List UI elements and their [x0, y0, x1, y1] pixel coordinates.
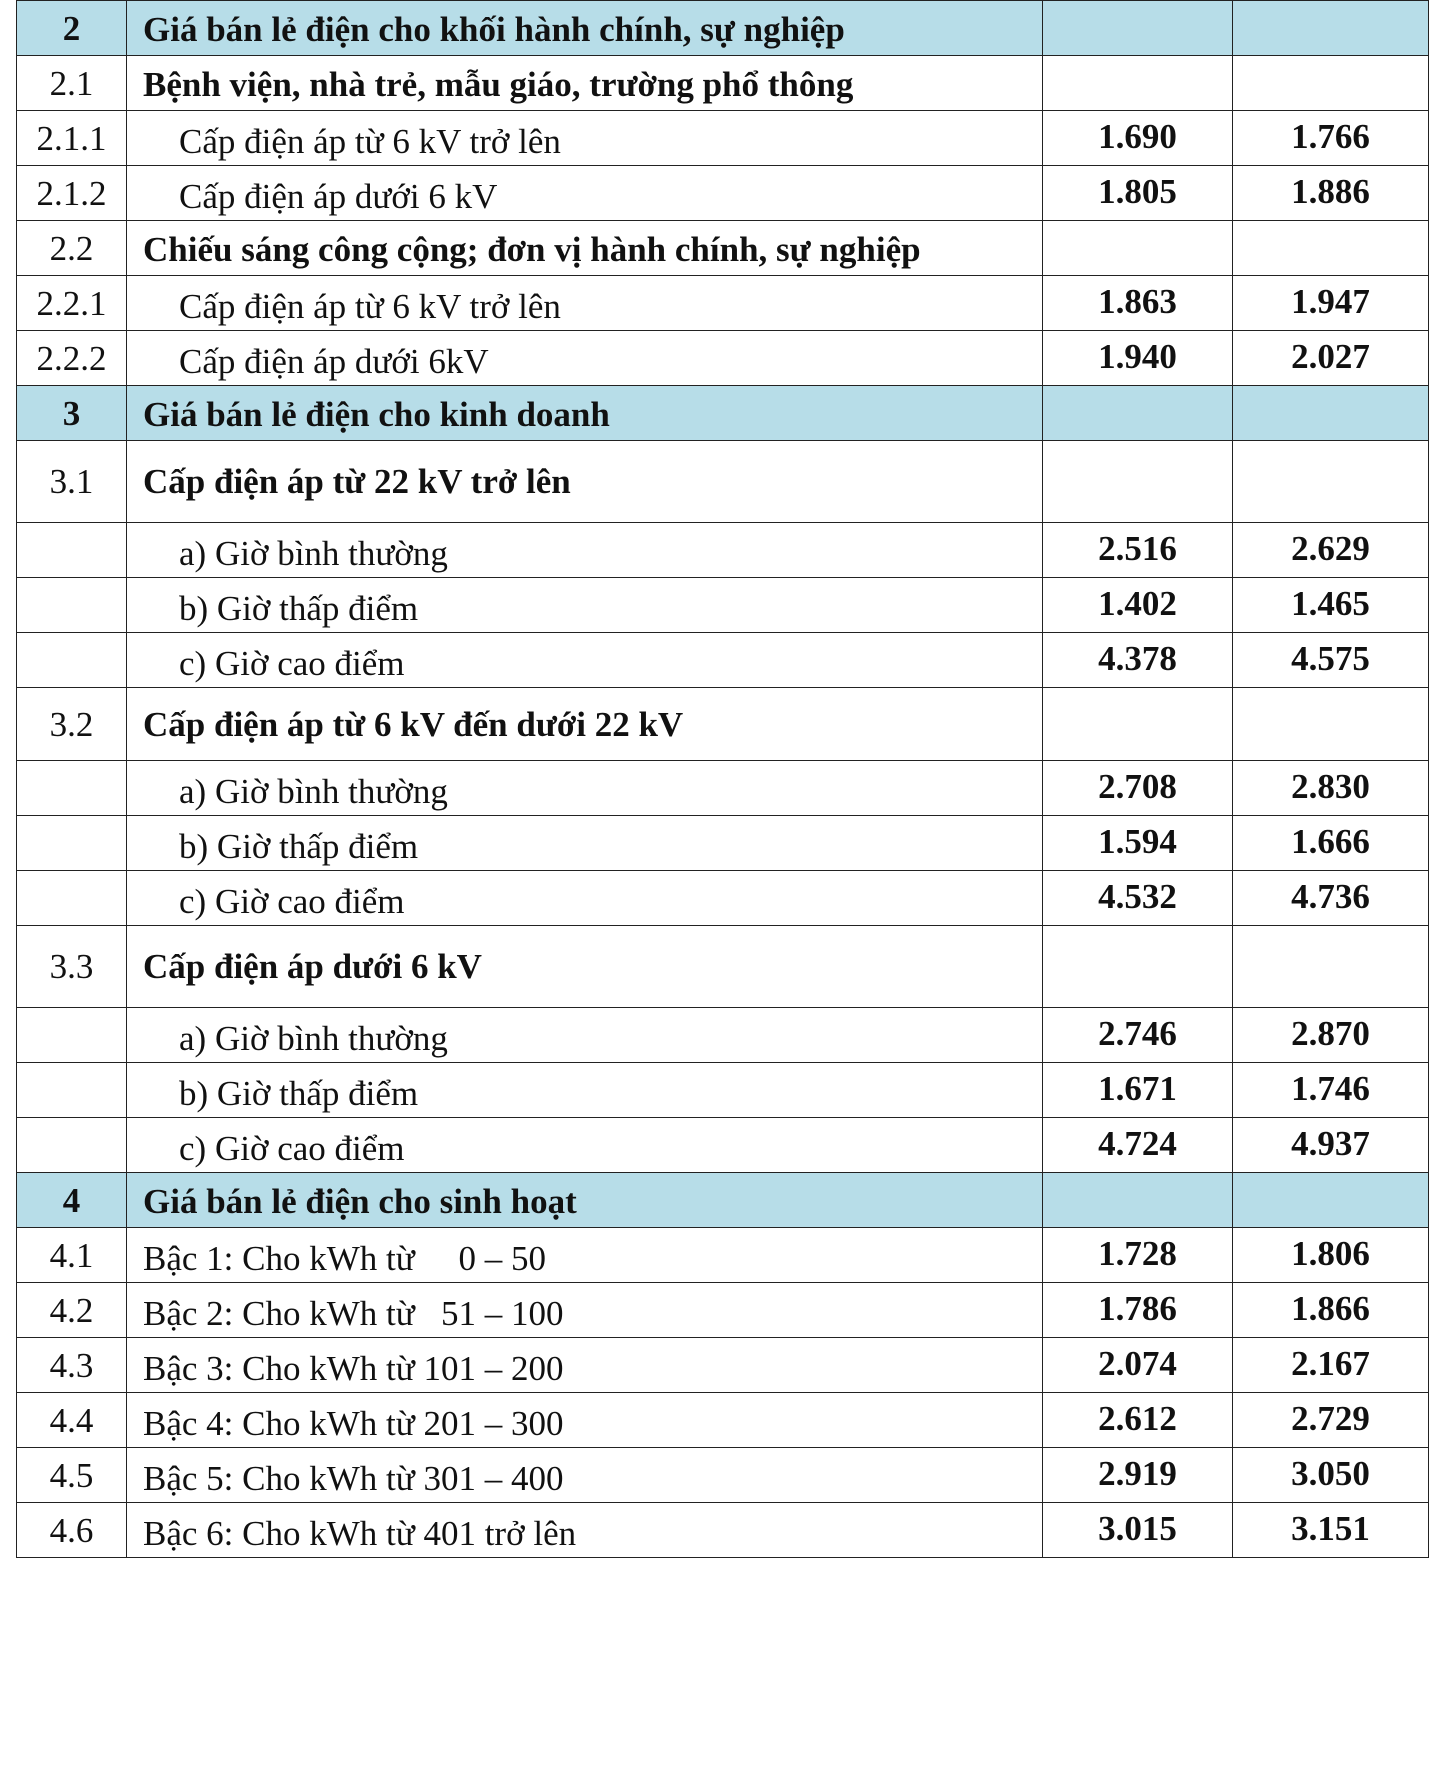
price-cell-2: [1233, 816, 1429, 871]
row-code: 4.1: [17, 1228, 127, 1283]
row-description-cell: [127, 1338, 1043, 1393]
price-value-1: 1.690: [1098, 117, 1177, 156]
price-value-1: 1.863: [1098, 282, 1177, 321]
price-value-1: [1043, 441, 1232, 449]
table-row: [17, 1283, 1429, 1338]
price-value-1: [1043, 386, 1232, 394]
price-value-2: 3.050: [1291, 1454, 1370, 1493]
row-code: 3: [17, 386, 127, 441]
row-description: Cấp điện áp từ 6 kV trở lên: [179, 121, 561, 161]
row-description-cell: [127, 221, 1043, 276]
row-description-cell: [127, 1448, 1043, 1503]
row-code: 4.2: [17, 1283, 127, 1338]
price-cell-2: [1233, 1283, 1429, 1338]
price-cell-1: [1043, 1173, 1233, 1228]
subsection-row: [17, 926, 1429, 1008]
row-description: Cấp điện áp dưới 6 kV: [143, 947, 482, 986]
price-cell-1: [1043, 871, 1233, 926]
table-row: [17, 331, 1429, 386]
row-description-cell: [127, 331, 1043, 386]
row-description-cell: [127, 871, 1043, 926]
price-value-2: 1.866: [1291, 1289, 1370, 1328]
price-value-1: 1.940: [1098, 337, 1177, 376]
price-cell-1: [1043, 1118, 1233, 1173]
row-description-cell: [127, 276, 1043, 331]
price-value-2: [1233, 441, 1428, 449]
row-code: [17, 578, 127, 633]
section-row: [17, 386, 1429, 441]
price-cell-2: [1233, 221, 1429, 276]
table-row: [17, 111, 1429, 166]
price-cell-1: [1043, 926, 1233, 1008]
price-cell-1: [1043, 331, 1233, 386]
price-cell-1: [1043, 166, 1233, 221]
row-code: 2.2: [17, 221, 127, 276]
price-cell-2: [1233, 1338, 1429, 1393]
price-cell-2: [1233, 1228, 1429, 1283]
price-table: [16, 0, 1429, 1558]
price-value-1: 4.532: [1098, 877, 1177, 916]
price-value-2: 4.736: [1291, 877, 1370, 916]
row-description: a) Giờ bình thường: [179, 771, 448, 811]
price-cell-2: [1233, 441, 1429, 523]
price-cell-1: [1043, 441, 1233, 523]
row-description-cell: [127, 1283, 1043, 1338]
price-cell-1: [1043, 633, 1233, 688]
price-cell-2: [1233, 1008, 1429, 1063]
row-description: b) Giờ thấp điểm: [179, 826, 419, 866]
price-cell-2: [1233, 1, 1429, 56]
price-value-2: [1233, 1, 1428, 9]
row-description: a) Giờ bình thường: [179, 1018, 448, 1058]
table-row: [17, 1118, 1429, 1173]
price-cell-1: [1043, 1503, 1233, 1558]
price-cell-1: [1043, 276, 1233, 331]
row-description-cell: [127, 1228, 1043, 1283]
price-value-1: [1043, 1173, 1232, 1181]
price-cell-1: [1043, 761, 1233, 816]
row-description: Giá bán lẻ điện cho sinh hoạt: [143, 1181, 577, 1221]
subsection-row: [17, 441, 1429, 523]
row-code: [17, 1063, 127, 1118]
price-cell-1: [1043, 1338, 1233, 1393]
row-description: c) Giờ cao điểm: [179, 1128, 405, 1168]
table-row: [17, 871, 1429, 926]
price-cell-1: [1043, 1393, 1233, 1448]
row-description: Bậc 6: Cho kWh từ 401 trở lên: [143, 1513, 577, 1553]
row-code: [17, 871, 127, 926]
price-cell-1: [1043, 1, 1233, 56]
price-cell-2: [1233, 1063, 1429, 1118]
row-description-cell: [127, 688, 1043, 761]
row-description-cell: [127, 1118, 1043, 1173]
price-cell-1: [1043, 523, 1233, 578]
table-row: [17, 1448, 1429, 1503]
price-value-2: 2.629: [1291, 529, 1370, 568]
price-cell-1: [1043, 56, 1233, 111]
price-cell-2: [1233, 1173, 1429, 1228]
row-description: Bậc 5: Cho kWh từ 301 – 400: [143, 1458, 564, 1498]
price-value-2: 2.729: [1291, 1399, 1370, 1438]
row-code: 3.2: [17, 688, 127, 761]
table-row: [17, 1338, 1429, 1393]
table-row: [17, 1393, 1429, 1448]
price-cell-1: [1043, 386, 1233, 441]
price-value-2: [1233, 56, 1428, 64]
price-value-1: [1043, 688, 1232, 696]
price-cell-2: [1233, 1393, 1429, 1448]
price-value-1: 2.708: [1098, 767, 1177, 806]
row-description-cell: [127, 761, 1043, 816]
price-cell-2: [1233, 276, 1429, 331]
subsection-row: [17, 56, 1429, 111]
price-cell-1: [1043, 816, 1233, 871]
row-description-cell: [127, 166, 1043, 221]
price-cell-2: [1233, 111, 1429, 166]
price-value-2: 2.167: [1291, 1344, 1370, 1383]
section-row: [17, 1, 1429, 56]
row-code: 4.4: [17, 1393, 127, 1448]
row-description-cell: [127, 633, 1043, 688]
row-description: Cấp điện áp từ 6 kV trở lên: [179, 286, 561, 326]
price-value-2: 2.870: [1291, 1014, 1370, 1053]
price-value-2: 1.947: [1291, 282, 1370, 321]
price-cell-2: [1233, 761, 1429, 816]
table-row: [17, 1008, 1429, 1063]
price-value-2: 1.806: [1291, 1234, 1370, 1273]
price-cell-1: [1043, 1063, 1233, 1118]
row-description-cell: [127, 56, 1043, 111]
row-code: 4.3: [17, 1338, 127, 1393]
row-description-cell: [127, 1, 1043, 56]
table-row: [17, 578, 1429, 633]
row-description: Cấp điện áp từ 22 kV trở lên: [143, 462, 571, 501]
price-value-1: 2.074: [1098, 1344, 1177, 1383]
price-value-1: 3.015: [1098, 1509, 1177, 1548]
price-cell-1: [1043, 1283, 1233, 1338]
row-description-cell: [127, 1503, 1043, 1558]
row-description: Bậc 4: Cho kWh từ 201 – 300: [143, 1403, 564, 1443]
row-code: 2.2.1: [17, 276, 127, 331]
row-description-cell: [127, 1008, 1043, 1063]
price-value-1: 4.378: [1098, 639, 1177, 678]
price-value-2: 1.465: [1291, 584, 1370, 623]
price-value-2: 1.766: [1291, 117, 1370, 156]
row-code: 3.3: [17, 926, 127, 1008]
table-row: [17, 276, 1429, 331]
row-description-cell: [127, 386, 1043, 441]
row-code: [17, 1118, 127, 1173]
row-description-cell: [127, 926, 1043, 1008]
price-cell-2: [1233, 523, 1429, 578]
price-value-2: [1233, 1173, 1428, 1181]
price-cell-2: [1233, 926, 1429, 1008]
price-cell-2: [1233, 1448, 1429, 1503]
price-value-1: 2.919: [1098, 1454, 1177, 1493]
price-value-2: [1233, 221, 1428, 229]
row-description-cell: [127, 816, 1043, 871]
price-cell-2: [1233, 633, 1429, 688]
subsection-row: [17, 221, 1429, 276]
price-value-2: 1.886: [1291, 172, 1370, 211]
price-value-2: 1.746: [1291, 1069, 1370, 1108]
row-code: 2.2.2: [17, 331, 127, 386]
price-cell-2: [1233, 1503, 1429, 1558]
row-code: 2.1.2: [17, 166, 127, 221]
price-value-1: [1043, 56, 1232, 64]
price-value-1: 1.402: [1098, 584, 1177, 623]
row-code: 2.1.1: [17, 111, 127, 166]
price-cell-2: [1233, 386, 1429, 441]
row-code: 2.1: [17, 56, 127, 111]
row-description: Cấp điện áp dưới 6kV: [179, 341, 489, 381]
price-cell-2: [1233, 1118, 1429, 1173]
price-value-2: 1.666: [1291, 822, 1370, 861]
price-value-2: 4.937: [1291, 1124, 1370, 1163]
price-value-2: 4.575: [1291, 639, 1370, 678]
price-value-1: [1043, 926, 1232, 934]
price-value-2: [1233, 386, 1428, 394]
row-code: 2: [17, 1, 127, 56]
price-value-1: 1.594: [1098, 822, 1177, 861]
row-description-cell: [127, 1063, 1043, 1118]
price-value-1: [1043, 1, 1232, 9]
row-code: 4: [17, 1173, 127, 1228]
row-code: [17, 816, 127, 871]
price-cell-2: [1233, 56, 1429, 111]
row-description: a) Giờ bình thường: [179, 533, 448, 573]
row-description: Bậc 2: Cho kWh từ 51 – 100: [143, 1293, 564, 1333]
price-cell-1: [1043, 111, 1233, 166]
price-cell-2: [1233, 166, 1429, 221]
price-cell-2: [1233, 688, 1429, 761]
price-value-1: 2.516: [1098, 529, 1177, 568]
price-value-1: 1.671: [1098, 1069, 1177, 1108]
price-cell-2: [1233, 331, 1429, 386]
price-cell-2: [1233, 578, 1429, 633]
row-description: Bậc 1: Cho kWh từ 0 – 50: [143, 1238, 546, 1278]
price-cell-1: [1043, 1228, 1233, 1283]
price-cell-1: [1043, 1448, 1233, 1503]
price-value-1: 1.805: [1098, 172, 1177, 211]
row-description: Bậc 3: Cho kWh từ 101 – 200: [143, 1348, 564, 1388]
price-value-1: 2.612: [1098, 1399, 1177, 1438]
row-description: Bệnh viện, nhà trẻ, mẫu giáo, trường phổ thông: [143, 64, 854, 104]
table-row: [17, 816, 1429, 871]
section-row: [17, 1173, 1429, 1228]
price-value-1: 4.724: [1098, 1124, 1177, 1163]
row-description: c) Giờ cao điểm: [179, 643, 405, 683]
row-description-cell: [127, 1173, 1043, 1228]
row-description: c) Giờ cao điểm: [179, 881, 405, 921]
row-description: b) Giờ thấp điểm: [179, 588, 419, 628]
price-cell-1: [1043, 688, 1233, 761]
table-row: [17, 1228, 1429, 1283]
table-row: [17, 166, 1429, 221]
price-value-2: [1233, 926, 1428, 934]
row-code: [17, 633, 127, 688]
row-description: Cấp điện áp dưới 6 kV: [179, 176, 498, 216]
price-cell-1: [1043, 1008, 1233, 1063]
row-code: 4.5: [17, 1448, 127, 1503]
table-row: [17, 1503, 1429, 1558]
row-description: Giá bán lẻ điện cho khối hành chính, sự nghiệp: [143, 9, 845, 49]
table-row: [17, 1063, 1429, 1118]
row-description: b) Giờ thấp điểm: [179, 1073, 419, 1113]
row-description: Cấp điện áp từ 6 kV đến dưới 22 kV: [143, 704, 684, 744]
row-description-cell: [127, 1393, 1043, 1448]
price-value-2: [1233, 688, 1428, 696]
price-cell-1: [1043, 578, 1233, 633]
price-value-2: 2.830: [1291, 767, 1370, 806]
price-value-1: 2.746: [1098, 1014, 1177, 1053]
row-description-cell: [127, 441, 1043, 523]
row-code: 3.1: [17, 441, 127, 523]
row-description: Giá bán lẻ điện cho kinh doanh: [143, 394, 610, 434]
price-value-2: 2.027: [1291, 337, 1370, 376]
price-table-body: [17, 1, 1429, 1558]
table-row: [17, 523, 1429, 578]
price-value-1: 1.728: [1098, 1234, 1177, 1273]
row-description-cell: [127, 578, 1043, 633]
row-code: [17, 523, 127, 578]
price-value-1: 1.786: [1098, 1289, 1177, 1328]
subsection-row: [17, 688, 1429, 761]
row-description-cell: [127, 111, 1043, 166]
table-row: [17, 633, 1429, 688]
price-value-1: [1043, 221, 1232, 229]
row-code: 4.6: [17, 1503, 127, 1558]
row-description-cell: [127, 523, 1043, 578]
table-row: [17, 761, 1429, 816]
price-cell-2: [1233, 871, 1429, 926]
price-cell-1: [1043, 221, 1233, 276]
row-code: [17, 1008, 127, 1063]
row-description: Chiếu sáng công cộng; đơn vị hành chính, sự nghiệp: [143, 229, 921, 269]
price-value-2: 3.151: [1291, 1509, 1370, 1548]
row-code: [17, 761, 127, 816]
